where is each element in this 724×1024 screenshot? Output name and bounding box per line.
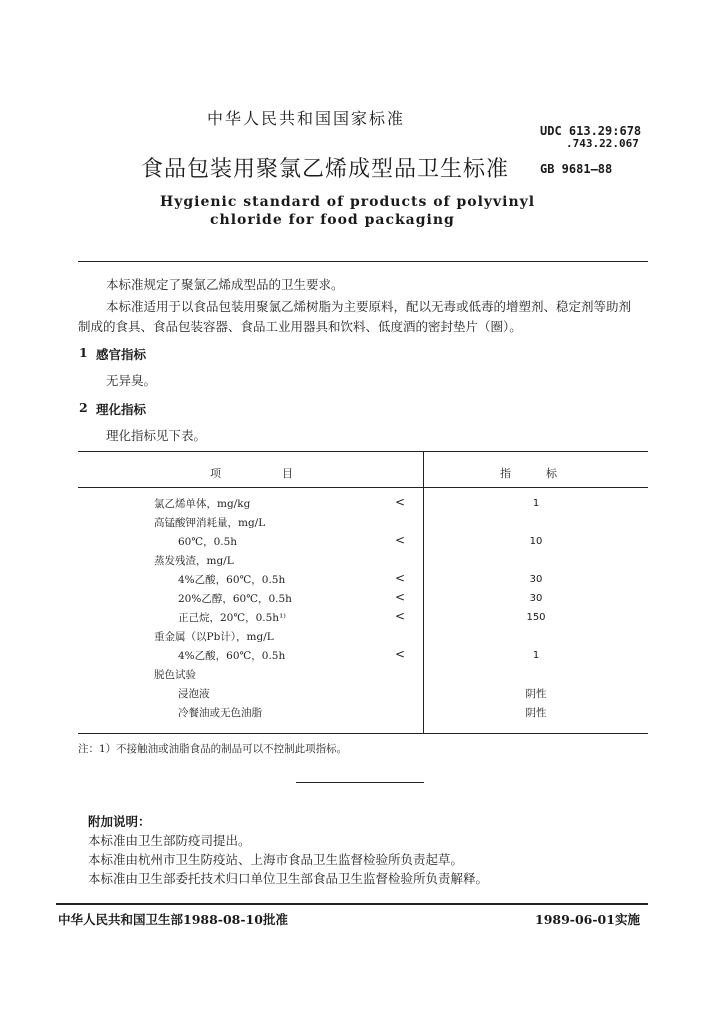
table-row-operator: <	[395, 495, 406, 509]
table-header-item-a: 项	[210, 467, 221, 480]
table-row-label: 浸泡液	[178, 688, 210, 700]
table-row-value: 30	[529, 593, 543, 604]
table-top-rule	[78, 451, 648, 452]
gb-number: GB 9681—88	[540, 162, 613, 176]
table-column-divider	[423, 451, 424, 734]
table-header-index-a: 指	[500, 467, 511, 480]
header-rule	[78, 261, 648, 262]
table-header-item-b: 目	[282, 467, 293, 480]
table-row-label: 4%乙酸，60℃，0.5h	[178, 650, 286, 662]
table-note: 注：1）不接触油或油脂食品的制品可以不控制此项指标。	[78, 743, 348, 755]
table-row-label: 高锰酸钾消耗量，mg/L	[154, 517, 266, 529]
section2-number: 2	[79, 400, 88, 415]
table-header-index-b: 标	[546, 467, 557, 480]
table-row-label: 氯乙烯单体，mg/kg	[154, 498, 251, 510]
appendix-line3: 本标准由卫生部委托技术归口单位卫生部食品卫生监督检验所负责解释。	[88, 871, 489, 886]
table-row-value: 10	[529, 536, 543, 547]
table-row-label: 脱色试验	[154, 669, 196, 681]
intro-line2: 本标准适用于以食品包装用聚氯乙烯树脂为主要原料，配以无毒或低毒的增塑剂、稳定剂等助剂	[106, 299, 632, 314]
table-row-value: 1	[532, 498, 540, 509]
section2-text: 理化指标见下表。	[106, 428, 207, 443]
appendix-line1: 本标准由卫生部防疫司提出。	[88, 833, 251, 848]
table-row-value: 阴性	[525, 707, 547, 719]
table-row-value: 阴性	[525, 688, 547, 700]
footer-effective: 1989-06-01实施	[535, 912, 640, 927]
table-row-label: 蒸发残渣，mg/L	[154, 555, 234, 567]
table-row-operator: <	[395, 609, 406, 623]
appendix-heading: 附加说明：	[88, 814, 151, 829]
section2-heading: 理化指标	[96, 402, 147, 417]
appendix-line2: 本标准由杭州市卫生防疫站、上海市食品卫生监督检验所负责起草。	[88, 852, 464, 867]
table-row-operator: <	[395, 590, 406, 604]
table-row-value: 1	[532, 650, 540, 661]
table-row-label: 60℃，0.5h	[178, 536, 238, 548]
footer-rule	[56, 903, 648, 905]
national-standard-label: 中华人民共和国国家标准	[207, 109, 406, 128]
intro-line1: 本标准规定了聚氯乙烯成型品的卫生要求。	[106, 277, 344, 292]
table-row-operator: <	[395, 533, 406, 547]
udc-code-line1: UDC 613.29:678	[540, 124, 642, 138]
table-row-operator: <	[395, 647, 406, 661]
table-header-rule	[78, 487, 648, 488]
table-bottom-rule	[78, 733, 648, 734]
table-row-label: 20%乙醇，60℃，0.5h	[178, 593, 292, 605]
document-title-en-line2: chloride for food packaging	[210, 212, 455, 228]
table-row-value: 150	[526, 612, 546, 623]
section1-text: 无异臭。	[106, 373, 157, 388]
document-title-en-line1: Hygienic standard of products of polyvinyl	[160, 194, 536, 210]
table-row-value: 30	[529, 574, 543, 585]
footer-approved: 中华人民共和国卫生部1988-08-10批准	[58, 912, 288, 927]
table-row-operator: <	[395, 571, 406, 585]
section1-heading: 感官指标	[96, 347, 147, 362]
intro-line3: 制成的食具、食品包装容器、食品工业用器具和饮料、低度酒的密封垫片（圈）。	[78, 319, 522, 334]
section1-number: 1	[79, 345, 88, 360]
document-title-cn: 食品包装用聚氯乙烯成型品卫生标准	[141, 157, 510, 182]
udc-code-line2: .743.22.067	[566, 137, 639, 150]
table-row-label: 重金属（以Pb计），mg/L	[154, 631, 274, 643]
table-row-label: 4%乙酸，60℃，0.5h	[178, 574, 286, 586]
end-rule	[296, 782, 424, 783]
table-row-label: 冷餐油或无色油脂	[178, 707, 262, 719]
table-row-label: 正己烷，20℃，0.5h¹⁾	[178, 612, 286, 624]
